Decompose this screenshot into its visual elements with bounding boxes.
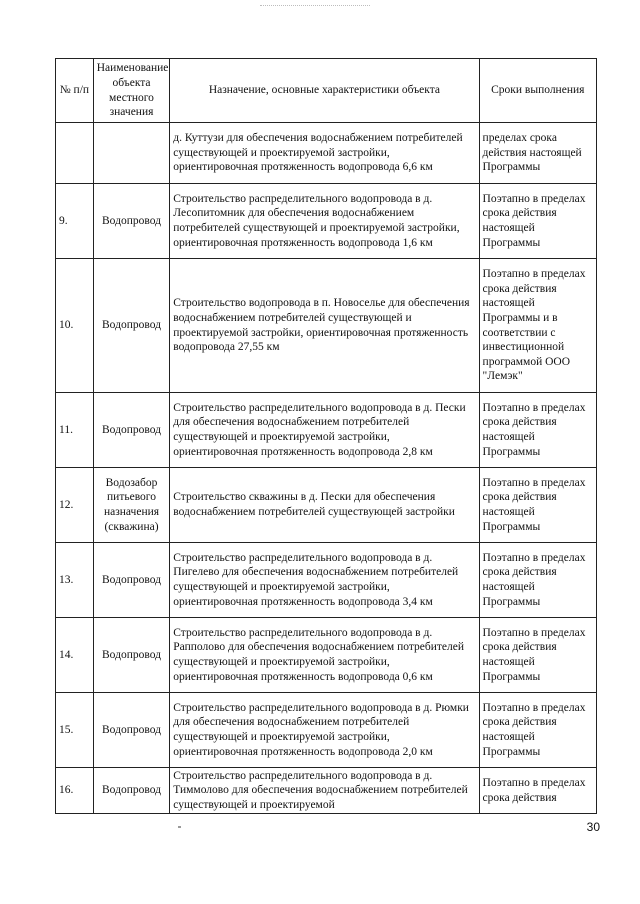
- row-term: Поэтапно в пределах срока действия: [479, 768, 596, 814]
- row-desc: Строительство распределительного водопровода в д. Пигелево для обеспечения водоснабжением потребителей существующей и проектируемой застройки, ориентировочная протяженность водопровода 3,4 км: [170, 543, 479, 618]
- row-term: пределах срока действия настоящей Программы: [479, 123, 596, 184]
- program-table: [55, 58, 597, 814]
- row-num: 13.: [56, 543, 94, 618]
- row-num: 12.: [56, 468, 94, 543]
- row-desc: Строительство распределительного водопровода в д. Лесопитомник для обеспечения водоснабжением потребителей существующей и проектируемой застройки, ориентировочная протяженность водопровода 1,6 км: [170, 184, 479, 259]
- table-header-row: [56, 59, 597, 123]
- table-row: [56, 693, 597, 768]
- row-term: Поэтапно в пределах срока действия настоящей Программы: [479, 393, 596, 468]
- header-term: Сроки выполнения: [479, 59, 596, 123]
- row-num: 16.: [56, 768, 94, 814]
- row-num: [56, 123, 94, 184]
- row-num: 15.: [56, 693, 94, 768]
- header-num: № п/п: [56, 59, 94, 123]
- row-name: [93, 123, 170, 184]
- table-row: [56, 618, 597, 693]
- row-name: Водопровод: [93, 184, 170, 259]
- table-row: [56, 468, 597, 543]
- row-desc: д. Куттузи для обеспечения водоснабжением потребителей существующей и проектируемой застройки, ориентировочная протяженность водопровода 6,6 км: [170, 123, 479, 184]
- row-desc: Строительство распределительного водопровода в д. Рапполово для обеспечения водоснабжением потребителей существующей и проектируемой застройки, ориентировочная протяженность водопровода 0,6 км: [170, 618, 479, 693]
- row-name: Водопровод: [93, 259, 170, 393]
- table-row: [56, 123, 597, 184]
- row-name: Водопровод: [93, 543, 170, 618]
- row-term: Поэтапно в пределах срока действия настоящей Программы: [479, 618, 596, 693]
- row-desc: Строительство распределительного водопровода в д. Тиммолово для обеспечения водоснабжением потребителей существующей и проектируемой: [170, 768, 479, 814]
- row-num: 14.: [56, 618, 94, 693]
- row-desc: Строительство распределительного водопровода в д. Пески для обеспечения водоснабжением потребителей существующей и проектируемой застройки, ориентировочная протяженность водопровода 2,8 км: [170, 393, 479, 468]
- row-term: Поэтапно в пределах срока действия настоящей Программы: [479, 543, 596, 618]
- row-name: Водопровод: [93, 618, 170, 693]
- scan-artifact-dot: [178, 826, 181, 828]
- table-row: [56, 393, 597, 468]
- scan-artifact: [260, 5, 370, 7]
- row-num: 10.: [56, 259, 94, 393]
- table-row: [56, 543, 597, 618]
- row-name: Водозабор питьевого назначения (скважина): [93, 468, 170, 543]
- row-name: Водопровод: [93, 693, 170, 768]
- row-name: Водопровод: [93, 768, 170, 814]
- table-row: [56, 259, 597, 393]
- header-desc: Назначение, основные характеристики объекта: [170, 59, 479, 123]
- row-name: Водопровод: [93, 393, 170, 468]
- page-number: 30: [586, 820, 600, 834]
- table-row: [56, 768, 597, 814]
- row-term: Поэтапно в пределах срока действия настоящей Программы: [479, 184, 596, 259]
- row-term: Поэтапно в пределах срока действия настоящей Программы: [479, 468, 596, 543]
- row-desc: Строительство распределительного водопровода в д. Рюмки для обеспечения водоснабжением потребителей существующей и проектируемой застройки, ориентировочная протяженность водопровода 2,0 км: [170, 693, 479, 768]
- row-term: Поэтапно в пределах срока действия настоящей Программы: [479, 693, 596, 768]
- row-num: 11.: [56, 393, 94, 468]
- row-num: 9.: [56, 184, 94, 259]
- row-desc: Строительство водопровода в п. Новоселье для обеспечения водоснабжением потребителей существующей и проектируемой застройки, ориентировочная протяженность водопровода 27,55 км: [170, 259, 479, 393]
- table-row: [56, 184, 597, 259]
- row-term: Поэтапно в пределах срока действия настоящей Программы и в соответствии с инвестиционной программой ООО "Лемэк": [479, 259, 596, 393]
- header-name: Наименование объекта местного значения: [93, 59, 170, 123]
- row-desc: Строительство скважины в д. Пески для обеспечения водоснабжением потребителей существующей застройки: [170, 468, 479, 543]
